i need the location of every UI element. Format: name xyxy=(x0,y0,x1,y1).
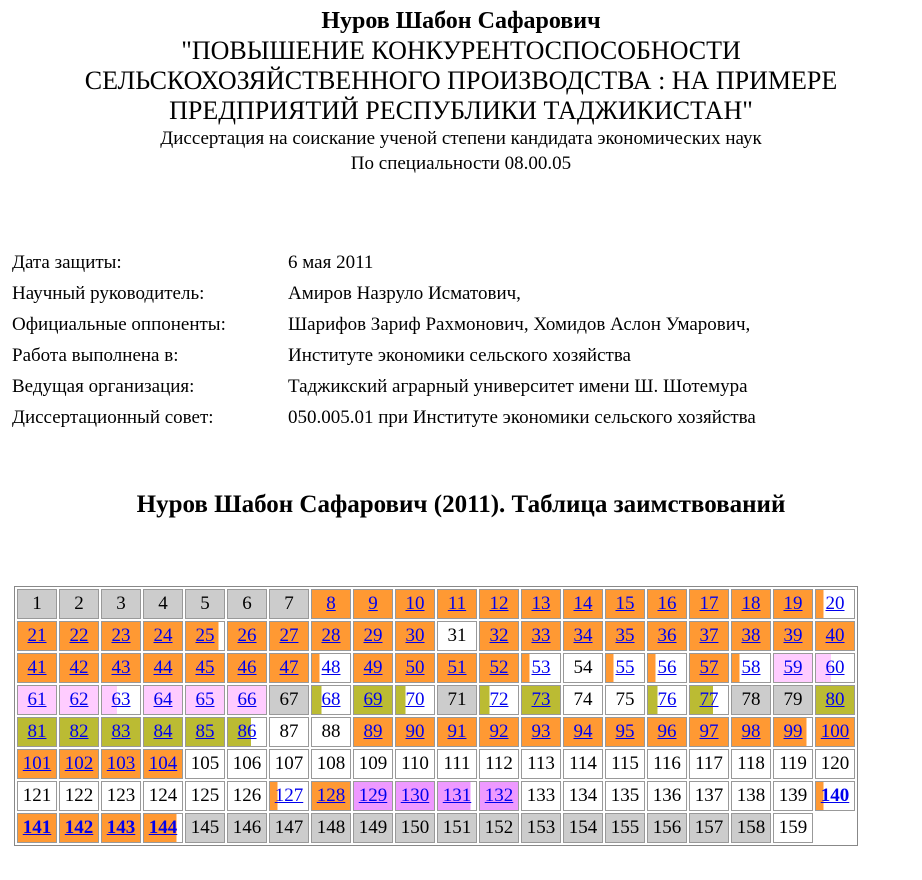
page-cell xyxy=(563,717,603,747)
page-link[interactable]: 48 xyxy=(321,657,341,678)
page-cell xyxy=(815,717,855,747)
page-cell xyxy=(311,621,351,651)
page-cell xyxy=(647,717,687,747)
page-cell: 156 xyxy=(647,813,687,843)
grid-row xyxy=(17,781,855,811)
page-link[interactable]: 40 xyxy=(825,625,845,646)
page-link[interactable]: 91 xyxy=(447,721,467,742)
page-cell xyxy=(479,653,519,683)
page-cell xyxy=(521,685,561,715)
page-link[interactable]: 102 xyxy=(64,753,94,774)
page-cell: 154 xyxy=(563,813,603,843)
page-cell: 2 xyxy=(59,589,99,619)
page-link[interactable]: 36 xyxy=(657,625,677,646)
page-cell xyxy=(773,717,813,747)
page-link[interactable]: 97 xyxy=(699,721,719,742)
meta-label: Научный руководитель: xyxy=(12,283,205,304)
page-cell xyxy=(101,621,141,651)
page-link[interactable]: 77 xyxy=(699,689,719,710)
page-link[interactable]: 53 xyxy=(531,657,551,678)
document-header xyxy=(0,6,922,176)
page-link[interactable]: 46 xyxy=(237,657,257,678)
page-cell xyxy=(479,589,519,619)
meta-label: Дата защиты: xyxy=(12,252,122,273)
page-cell: 75 xyxy=(605,685,645,715)
page-cell xyxy=(353,717,393,747)
page-cell: 148 xyxy=(311,813,351,843)
page-cell xyxy=(689,685,729,715)
title-line-3: ПРЕДПРИЯТИЙ РЕСПУБЛИКИ ТАДЖИКИСТАН" xyxy=(169,96,753,125)
page-cell xyxy=(647,621,687,651)
page-cell xyxy=(269,653,309,683)
page-cell xyxy=(185,653,225,683)
grid-row xyxy=(17,589,855,619)
page-link[interactable]: 64 xyxy=(153,689,173,710)
page-cell xyxy=(395,589,435,619)
page-link[interactable]: 16 xyxy=(657,593,677,614)
page-cell xyxy=(395,781,435,811)
page-link[interactable]: 132 xyxy=(484,785,514,806)
page-link[interactable]: 57 xyxy=(699,657,719,678)
page-cell: 151 xyxy=(437,813,477,843)
meta-value: 6 мая 2011 xyxy=(288,252,374,273)
page-cell xyxy=(269,621,309,651)
borrowings-grid xyxy=(14,586,858,846)
page-cell xyxy=(521,621,561,651)
page-cell xyxy=(437,653,477,683)
page-link[interactable]: 84 xyxy=(153,721,173,742)
page-cell: 31 xyxy=(437,621,477,651)
page-cell: 125 xyxy=(185,781,225,811)
page-cell: 105 xyxy=(185,749,225,779)
page-link[interactable]: 45 xyxy=(195,657,215,678)
page-cell: 159 xyxy=(773,813,813,843)
meta-value: Шарифов Зариф Рахмонович, Хомидов Аслон Умарович, xyxy=(288,314,751,335)
page-link[interactable]: 65 xyxy=(195,689,215,710)
page-cell: 7 xyxy=(269,589,309,619)
page-cell xyxy=(689,717,729,747)
page-cell: 150 xyxy=(395,813,435,843)
page-cell xyxy=(101,717,141,747)
page-cell xyxy=(311,653,351,683)
page-link[interactable]: 42 xyxy=(69,657,89,678)
page-cell xyxy=(17,813,57,843)
page-cell: 5 xyxy=(185,589,225,619)
meta-label: Работа выполнена в: xyxy=(12,345,179,366)
page-cell xyxy=(185,685,225,715)
page-cell: 1 xyxy=(17,589,57,619)
page-cell xyxy=(605,717,645,747)
page-cell xyxy=(521,589,561,619)
page-cell: 67 xyxy=(269,685,309,715)
page-cell: 121 xyxy=(17,781,57,811)
page-cell xyxy=(17,653,57,683)
page-link[interactable]: 19 xyxy=(783,593,803,614)
page-cell xyxy=(731,621,771,651)
title-line-1: "ПОВЫШЕНИЕ КОНКУРЕНТОСПОСОБНОСТИ xyxy=(181,36,741,65)
page-cell xyxy=(437,781,477,811)
page-cell: 133 xyxy=(521,781,561,811)
page-cell: 106 xyxy=(227,749,267,779)
page-cell xyxy=(17,685,57,715)
page-link[interactable]: 49 xyxy=(363,657,383,678)
page-link[interactable]: 131 xyxy=(442,785,472,806)
page-cell: 149 xyxy=(353,813,393,843)
page-cell: 74 xyxy=(563,685,603,715)
page-link[interactable]: 50 xyxy=(405,657,425,678)
grid-row xyxy=(17,749,855,779)
page-cell xyxy=(689,653,729,683)
page-cell xyxy=(731,589,771,619)
page-cell xyxy=(59,621,99,651)
page-link[interactable]: 89 xyxy=(363,721,383,742)
page-cell: 158 xyxy=(731,813,771,843)
page-cell xyxy=(185,717,225,747)
page-cell: 155 xyxy=(605,813,645,843)
page-cell xyxy=(227,685,267,715)
page-cell: 109 xyxy=(353,749,393,779)
specialty: По специальности 08.00.05 xyxy=(350,153,572,174)
page-link[interactable]: 94 xyxy=(573,721,593,742)
table-title: Нуров Шабон Сафарович (2011). Таблица заимствований xyxy=(136,491,786,518)
page-link[interactable]: 129 xyxy=(358,785,388,806)
page-cell xyxy=(479,717,519,747)
page-cell: 116 xyxy=(647,749,687,779)
page-cell xyxy=(479,621,519,651)
page-link[interactable]: 95 xyxy=(615,721,635,742)
page-link[interactable]: 98 xyxy=(741,721,761,742)
page-link[interactable]: 101 xyxy=(22,753,52,774)
page-link[interactable]: 60 xyxy=(825,657,845,678)
page-link[interactable]: 92 xyxy=(489,721,509,742)
page-cell xyxy=(563,589,603,619)
page-link[interactable]: 99 xyxy=(783,721,803,742)
page-link[interactable]: 35 xyxy=(615,625,635,646)
page-cell xyxy=(773,653,813,683)
page-cell xyxy=(17,621,57,651)
page-cell xyxy=(101,749,141,779)
page-link[interactable]: 15 xyxy=(615,593,635,614)
subtitle: Диссертация на соискание ученой степени кандидата экономических наук xyxy=(160,128,762,149)
page-cell xyxy=(17,749,57,779)
page-cell xyxy=(773,621,813,651)
page-cell xyxy=(815,781,855,811)
page-cell: 88 xyxy=(311,717,351,747)
page-link[interactable]: 80 xyxy=(825,689,845,710)
title-line-2: СЕЛЬСКОХОЗЯЙСТВЕННОГО ПРОИЗВОДСТВА : НА ПРИМЕРЕ xyxy=(84,66,838,95)
page-cell xyxy=(563,621,603,651)
page-cell xyxy=(101,653,141,683)
page-link[interactable]: 85 xyxy=(195,721,215,742)
page-cell xyxy=(353,653,393,683)
page-link[interactable]: 38 xyxy=(741,625,761,646)
page-cell xyxy=(689,621,729,651)
meta-label: Диссертационный совет: xyxy=(12,407,214,428)
meta-label: Официальные оппоненты: xyxy=(12,314,226,335)
page-cell: 157 xyxy=(689,813,729,843)
page-cell xyxy=(395,685,435,715)
page-cell xyxy=(731,717,771,747)
page-link[interactable]: 141 xyxy=(22,817,52,838)
page-link[interactable]: 143 xyxy=(106,817,136,838)
page-link[interactable]: 24 xyxy=(153,625,173,646)
page-cell: 4 xyxy=(143,589,183,619)
page-cell xyxy=(59,813,99,843)
page-cell xyxy=(143,749,183,779)
page-link[interactable]: 128 xyxy=(316,785,346,806)
page-cell xyxy=(521,717,561,747)
page-cell: 54 xyxy=(563,653,603,683)
page-cell xyxy=(353,781,393,811)
page-link[interactable]: 34 xyxy=(573,625,593,646)
page-link[interactable]: 41 xyxy=(27,657,47,678)
page-link[interactable]: 30 xyxy=(405,625,425,646)
page-cell xyxy=(269,781,309,811)
page-cell: 3 xyxy=(101,589,141,619)
page-link[interactable]: 63 xyxy=(111,689,131,710)
page-cell xyxy=(647,653,687,683)
meta-table xyxy=(8,246,760,434)
grid-row xyxy=(17,685,855,715)
page-cell: 126 xyxy=(227,781,267,811)
page-cell xyxy=(227,621,267,651)
page-link[interactable]: 56 xyxy=(657,657,677,678)
meta-value: Институте экономики сельского хозяйства xyxy=(288,345,631,366)
meta-row xyxy=(10,372,758,401)
page-cell xyxy=(395,621,435,651)
page-link[interactable]: 21 xyxy=(27,625,47,646)
page-cell xyxy=(227,653,267,683)
page-cell xyxy=(59,717,99,747)
page-cell xyxy=(395,717,435,747)
page-cell: 135 xyxy=(605,781,645,811)
page-cell xyxy=(773,589,813,619)
page-cell: 71 xyxy=(437,685,477,715)
page-cell xyxy=(521,653,561,683)
grid-body xyxy=(17,589,855,843)
page-link[interactable]: 14 xyxy=(573,593,593,614)
meta-row xyxy=(10,341,758,370)
grid-row xyxy=(17,621,855,651)
author-name: Нуров Шабон Сафарович xyxy=(321,8,601,34)
page-link[interactable]: 25 xyxy=(195,625,215,646)
meta-row xyxy=(10,279,758,308)
page-link[interactable]: 44 xyxy=(153,657,173,678)
meta-row xyxy=(10,248,758,277)
page-cell: 124 xyxy=(143,781,183,811)
page-link[interactable]: 43 xyxy=(111,657,131,678)
page-cell xyxy=(479,781,519,811)
page-cell xyxy=(353,621,393,651)
page-link[interactable]: 29 xyxy=(363,625,383,646)
page-cell xyxy=(815,685,855,715)
page-link[interactable]: 62 xyxy=(69,689,89,710)
page-link[interactable]: 93 xyxy=(531,721,551,742)
page-cell: 114 xyxy=(563,749,603,779)
grid-row xyxy=(17,813,855,843)
page-link[interactable]: 104 xyxy=(148,753,178,774)
page-cell xyxy=(815,621,855,651)
page-link[interactable]: 47 xyxy=(279,657,299,678)
page-link[interactable]: 20 xyxy=(825,593,845,614)
page-link[interactable]: 90 xyxy=(405,721,425,742)
page-link[interactable]: 127 xyxy=(274,785,304,806)
page-link[interactable]: 10 xyxy=(405,593,425,614)
page-link[interactable]: 17 xyxy=(699,593,719,614)
page-cell xyxy=(731,653,771,683)
grid-row xyxy=(17,653,855,683)
page-link[interactable]: 142 xyxy=(64,817,94,838)
page-link[interactable]: 83 xyxy=(111,721,131,742)
page-cell xyxy=(647,685,687,715)
page-cell: 134 xyxy=(563,781,603,811)
page-link[interactable]: 39 xyxy=(783,625,803,646)
page-link[interactable]: 76 xyxy=(657,689,677,710)
page-cell xyxy=(101,685,141,715)
meta-value: Таджикский аграрный университет имени Ш. Шотемура xyxy=(288,376,748,397)
page-cell xyxy=(17,717,57,747)
page-link[interactable]: 69 xyxy=(363,689,383,710)
page-cell: 137 xyxy=(689,781,729,811)
page-cell xyxy=(437,589,477,619)
page-cell: 79 xyxy=(773,685,813,715)
page-link[interactable]: 144 xyxy=(148,817,178,838)
page-link[interactable]: 66 xyxy=(237,689,257,710)
page-link[interactable]: 73 xyxy=(531,689,551,710)
page-link[interactable]: 8 xyxy=(326,593,336,614)
page-cell: 112 xyxy=(479,749,519,779)
page-link[interactable]: 26 xyxy=(237,625,257,646)
page-cell xyxy=(101,813,141,843)
page-cell: 138 xyxy=(731,781,771,811)
page-cell: 139 xyxy=(773,781,813,811)
page-cell xyxy=(143,621,183,651)
page-cell xyxy=(689,589,729,619)
page-cell xyxy=(311,589,351,619)
page-link[interactable]: 51 xyxy=(447,657,467,678)
page-cell: 122 xyxy=(59,781,99,811)
page-cell: 87 xyxy=(269,717,309,747)
meta-row xyxy=(10,310,758,339)
page-link[interactable]: 58 xyxy=(741,657,761,678)
page-cell xyxy=(143,685,183,715)
page-link[interactable]: 12 xyxy=(489,593,509,614)
page-cell xyxy=(353,589,393,619)
page-cell: 110 xyxy=(395,749,435,779)
page-link[interactable]: 11 xyxy=(447,593,467,614)
page-cell xyxy=(647,589,687,619)
page-cell xyxy=(227,717,267,747)
page-link[interactable]: 96 xyxy=(657,721,677,742)
page-cell xyxy=(353,685,393,715)
page-link[interactable]: 18 xyxy=(741,593,761,614)
page-link[interactable]: 59 xyxy=(783,657,803,678)
page-cell xyxy=(815,653,855,683)
page-cell xyxy=(437,717,477,747)
page-link[interactable]: 82 xyxy=(69,721,89,742)
page-link[interactable]: 100 xyxy=(820,721,850,742)
page-cell xyxy=(311,781,351,811)
page-cell: 78 xyxy=(731,685,771,715)
page-cell: 145 xyxy=(185,813,225,843)
page-cell: 108 xyxy=(311,749,351,779)
page-link[interactable]: 27 xyxy=(279,625,299,646)
page-link[interactable]: 55 xyxy=(615,657,635,678)
meta-label: Ведущая организация: xyxy=(12,376,195,397)
page-link[interactable]: 81 xyxy=(27,721,47,742)
page-link[interactable]: 52 xyxy=(489,657,509,678)
page-link[interactable]: 86 xyxy=(237,721,257,742)
page-cell: 146 xyxy=(227,813,267,843)
page-link[interactable]: 130 xyxy=(400,785,430,806)
page-cell xyxy=(605,653,645,683)
page-cell xyxy=(185,621,225,651)
page-cell xyxy=(311,685,351,715)
page-cell xyxy=(605,589,645,619)
page-link[interactable]: 68 xyxy=(321,689,341,710)
page-cell xyxy=(143,653,183,683)
page-cell: 107 xyxy=(269,749,309,779)
page-link[interactable]: 28 xyxy=(321,625,341,646)
page-cell xyxy=(143,717,183,747)
page-cell: 123 xyxy=(101,781,141,811)
page-link[interactable]: 33 xyxy=(531,625,551,646)
page-link[interactable]: 23 xyxy=(111,625,131,646)
page-link[interactable]: 61 xyxy=(27,689,47,710)
page-cell: 136 xyxy=(647,781,687,811)
page-cell: 152 xyxy=(479,813,519,843)
page-link[interactable]: 37 xyxy=(699,625,719,646)
page-cell: 6 xyxy=(227,589,267,619)
page-link[interactable]: 13 xyxy=(531,593,551,614)
page-cell xyxy=(59,685,99,715)
page-link[interactable]: 32 xyxy=(489,625,509,646)
page-cell xyxy=(479,685,519,715)
meta-row xyxy=(10,403,758,432)
page-cell: 111 xyxy=(437,749,477,779)
page-link[interactable]: 9 xyxy=(368,593,378,614)
meta-value: Амиров Назрулo Исматович, xyxy=(288,283,521,304)
page-cell: 153 xyxy=(521,813,561,843)
page-link[interactable]: 22 xyxy=(69,625,89,646)
page-cell: 113 xyxy=(521,749,561,779)
page-cell xyxy=(143,813,183,843)
page-link[interactable]: 72 xyxy=(489,689,509,710)
page-cell: 115 xyxy=(605,749,645,779)
grid-row xyxy=(17,717,855,747)
page-cell: 147 xyxy=(269,813,309,843)
page-link[interactable]: 140 xyxy=(820,785,850,806)
page-cell xyxy=(59,653,99,683)
page-link[interactable]: 70 xyxy=(405,689,425,710)
page-cell xyxy=(395,653,435,683)
page-cell xyxy=(59,749,99,779)
page-link[interactable]: 103 xyxy=(106,753,136,774)
page-cell: 120 xyxy=(815,749,855,779)
page-cell: 118 xyxy=(731,749,771,779)
page-cell: 119 xyxy=(773,749,813,779)
meta-value: 050.005.01 при Институте экономики сельского хозяйства xyxy=(288,407,756,428)
page-cell xyxy=(815,589,855,619)
page-cell: 117 xyxy=(689,749,729,779)
page-cell xyxy=(605,621,645,651)
